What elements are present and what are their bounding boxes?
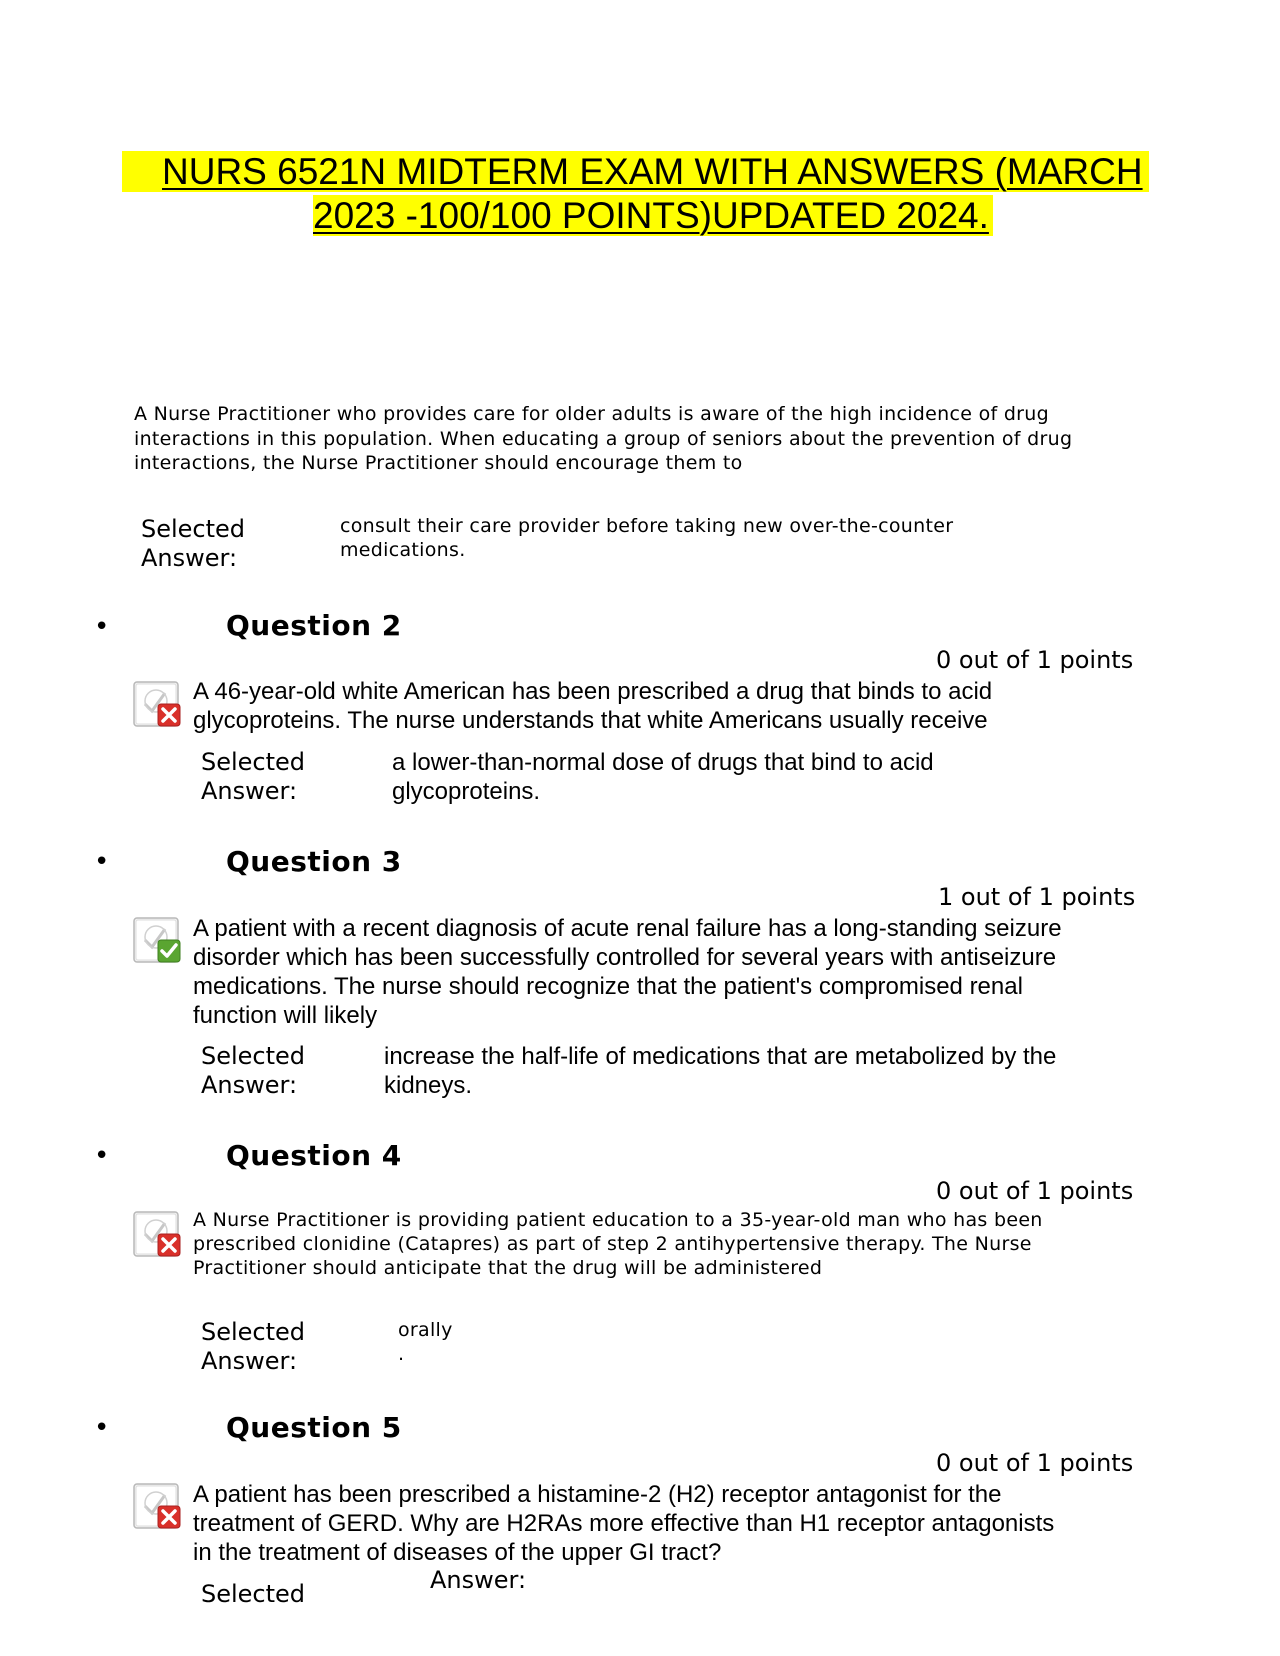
selected-answer-label: Selected Answer: xyxy=(201,1042,306,1099)
question-2-heading: Question 2 xyxy=(226,609,402,642)
list-bullet: • xyxy=(94,612,110,642)
list-bullet: • xyxy=(94,1413,110,1443)
selected-answer-label: Selected Answer: xyxy=(141,515,246,572)
question-1-selected-answer: consult their care provider before taking new over-the-counter medications. xyxy=(340,515,954,561)
question-3-text: A patient with a recent diagnosis of acute renal failure has a long-standing seizure disorder which has been successfully controlled for several years with antiseizure medications. The nurse should recognize that the patient's compromised renal function will likely xyxy=(193,915,1062,1029)
question-3-points: 1 out of 1 points xyxy=(938,883,1136,911)
list-bullet: • xyxy=(94,847,110,877)
question-2-text: A 46-year-old white American has been prescribed a drug that binds to acid glycoproteins. The nurse understands that white Americans usually receive xyxy=(193,678,993,734)
incorrect-icon xyxy=(131,1207,187,1267)
selected-answer-label: Selected Answer: xyxy=(201,1318,306,1375)
question-5-text: A patient has been prescribed a histamine-2 (H2) receptor antagonist for the treatment of GERD. Why are H2RAs more effective than H1 receptor antagonists in the treatment of diseases of the upper GI tract? xyxy=(193,1481,1055,1566)
title-line-2: 2023 -100/100 POINTS)UPDATED 2024. xyxy=(313,195,993,236)
question-2-selected-answer: a lower-than-normal dose of drugs that bind to acid glycoproteins. xyxy=(392,749,934,805)
question-5-points: 0 out of 1 points xyxy=(936,1449,1134,1477)
question-4-heading: Question 4 xyxy=(226,1139,402,1172)
question-5-heading: Question 5 xyxy=(226,1411,402,1444)
question-1-text: A Nurse Practitioner who provides care for older adults is aware of the high incidence of drug interactions in this population. When educating a group of seniors about the prevention of drug interactions, the Nurse Practitioner should encourage them to xyxy=(134,403,1073,474)
selected-answer-label: Selected Answer: xyxy=(201,748,306,805)
question-3-selected-answer: increase the half-life of medications that are metabolized by the kidneys. xyxy=(384,1043,1057,1099)
incorrect-icon xyxy=(131,677,187,737)
selected-answer-label-line1: Selected xyxy=(201,1580,306,1608)
selected-answer-label-line2: Answer: xyxy=(430,1566,527,1594)
incorrect-icon xyxy=(131,1479,187,1539)
question-3-heading: Question 3 xyxy=(226,845,402,878)
list-bullet: • xyxy=(94,1141,110,1171)
question-4-text: A Nurse Practitioner is providing patient education to a 35-year-old man who has been prescribed clonidine (Catapres) as part of step 2 antihypertensive therapy. The Nurse Practitioner should anticipate that the drug will be administered xyxy=(193,1209,1043,1279)
correct-icon xyxy=(131,913,187,973)
title-line-1: NURS 6521N MIDTERM EXAM WITH ANSWERS (MARCH xyxy=(122,151,1149,192)
question-4-selected-answer: orally . xyxy=(398,1319,453,1365)
question-2-points: 0 out of 1 points xyxy=(936,646,1134,674)
question-4-points: 0 out of 1 points xyxy=(936,1177,1134,1205)
